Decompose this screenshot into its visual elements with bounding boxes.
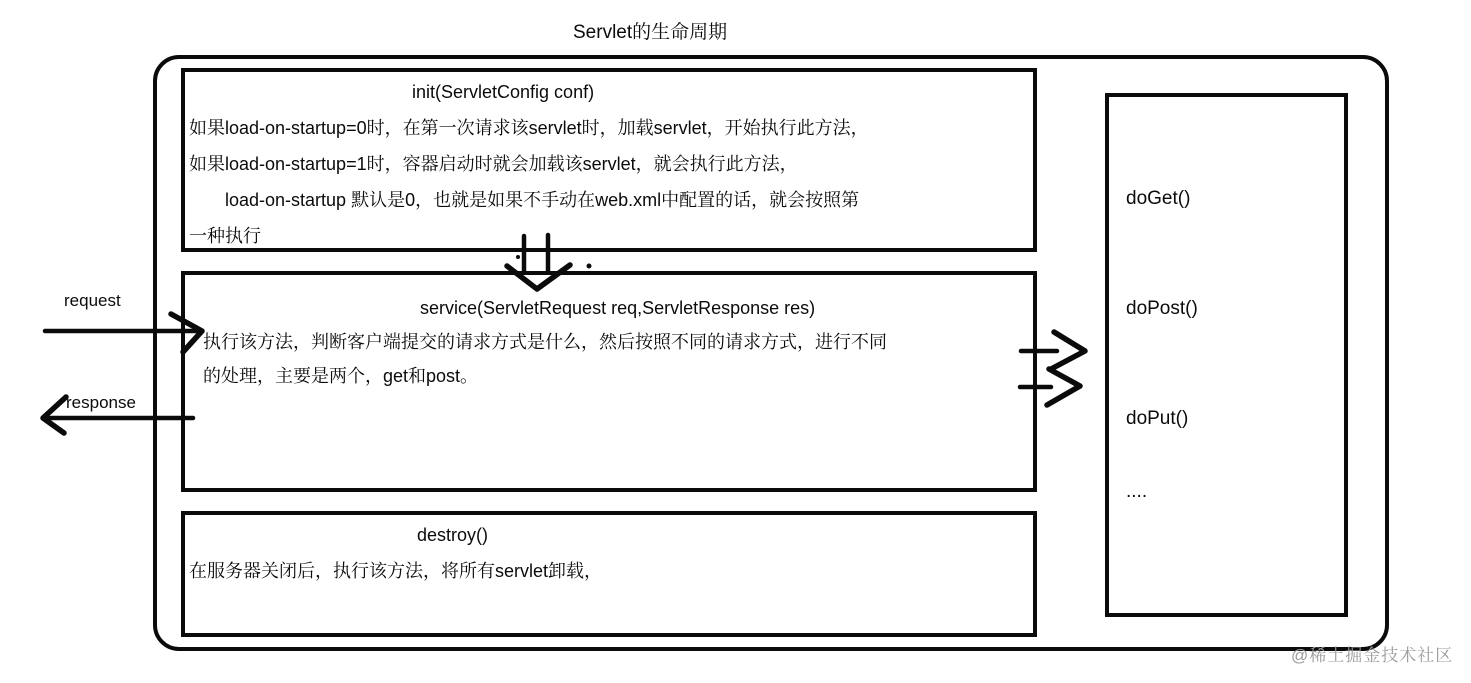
destroy-box xyxy=(181,511,1037,637)
destroy-box-header: destroy() xyxy=(417,525,489,545)
init-box-line: 如果load-on-startup=0时，在第一次请求该servlet时，加载servlet，开始执行此方法， xyxy=(189,118,869,138)
init-box-line: 如果load-on-startup=1时，容器启动时就会加载该servlet，就会执行此方法， xyxy=(189,154,798,174)
response-label: response xyxy=(66,393,136,412)
destroy-box-line: 在服务器关闭后，执行该方法，将所有servlet卸载， xyxy=(189,561,603,581)
method-ellipsis: .... xyxy=(1126,481,1148,502)
service-box-header: service(ServletRequest req,ServletResponse res) xyxy=(420,298,816,318)
method-doget: doGet() xyxy=(1126,188,1191,209)
service-box-line: 执行该方法，判断客户端提交的请求方式是什么，然后按照不同的请求方式，进行不同 xyxy=(203,332,887,352)
method-doput: doPut() xyxy=(1126,408,1189,429)
service-box xyxy=(181,271,1037,492)
watermark: @稀土掘金技术社区 xyxy=(1291,646,1454,665)
init-box-line: load-on-startup 默认是0，也就是如果不手动在web.xml中配置的话，就会按照第 xyxy=(225,190,860,210)
http-methods-box xyxy=(1105,93,1348,617)
method-dopost: doPost() xyxy=(1126,298,1198,319)
init-box-header: init(ServletConfig conf) xyxy=(412,82,595,102)
service-box-line: 的处理，主要是两个，get和post。 xyxy=(203,366,479,386)
request-label: request xyxy=(64,291,121,310)
init-box xyxy=(181,68,1037,252)
init-box-line: 一种执行 xyxy=(189,226,261,246)
diagram-title: Servlet的生命周期 xyxy=(573,22,728,43)
